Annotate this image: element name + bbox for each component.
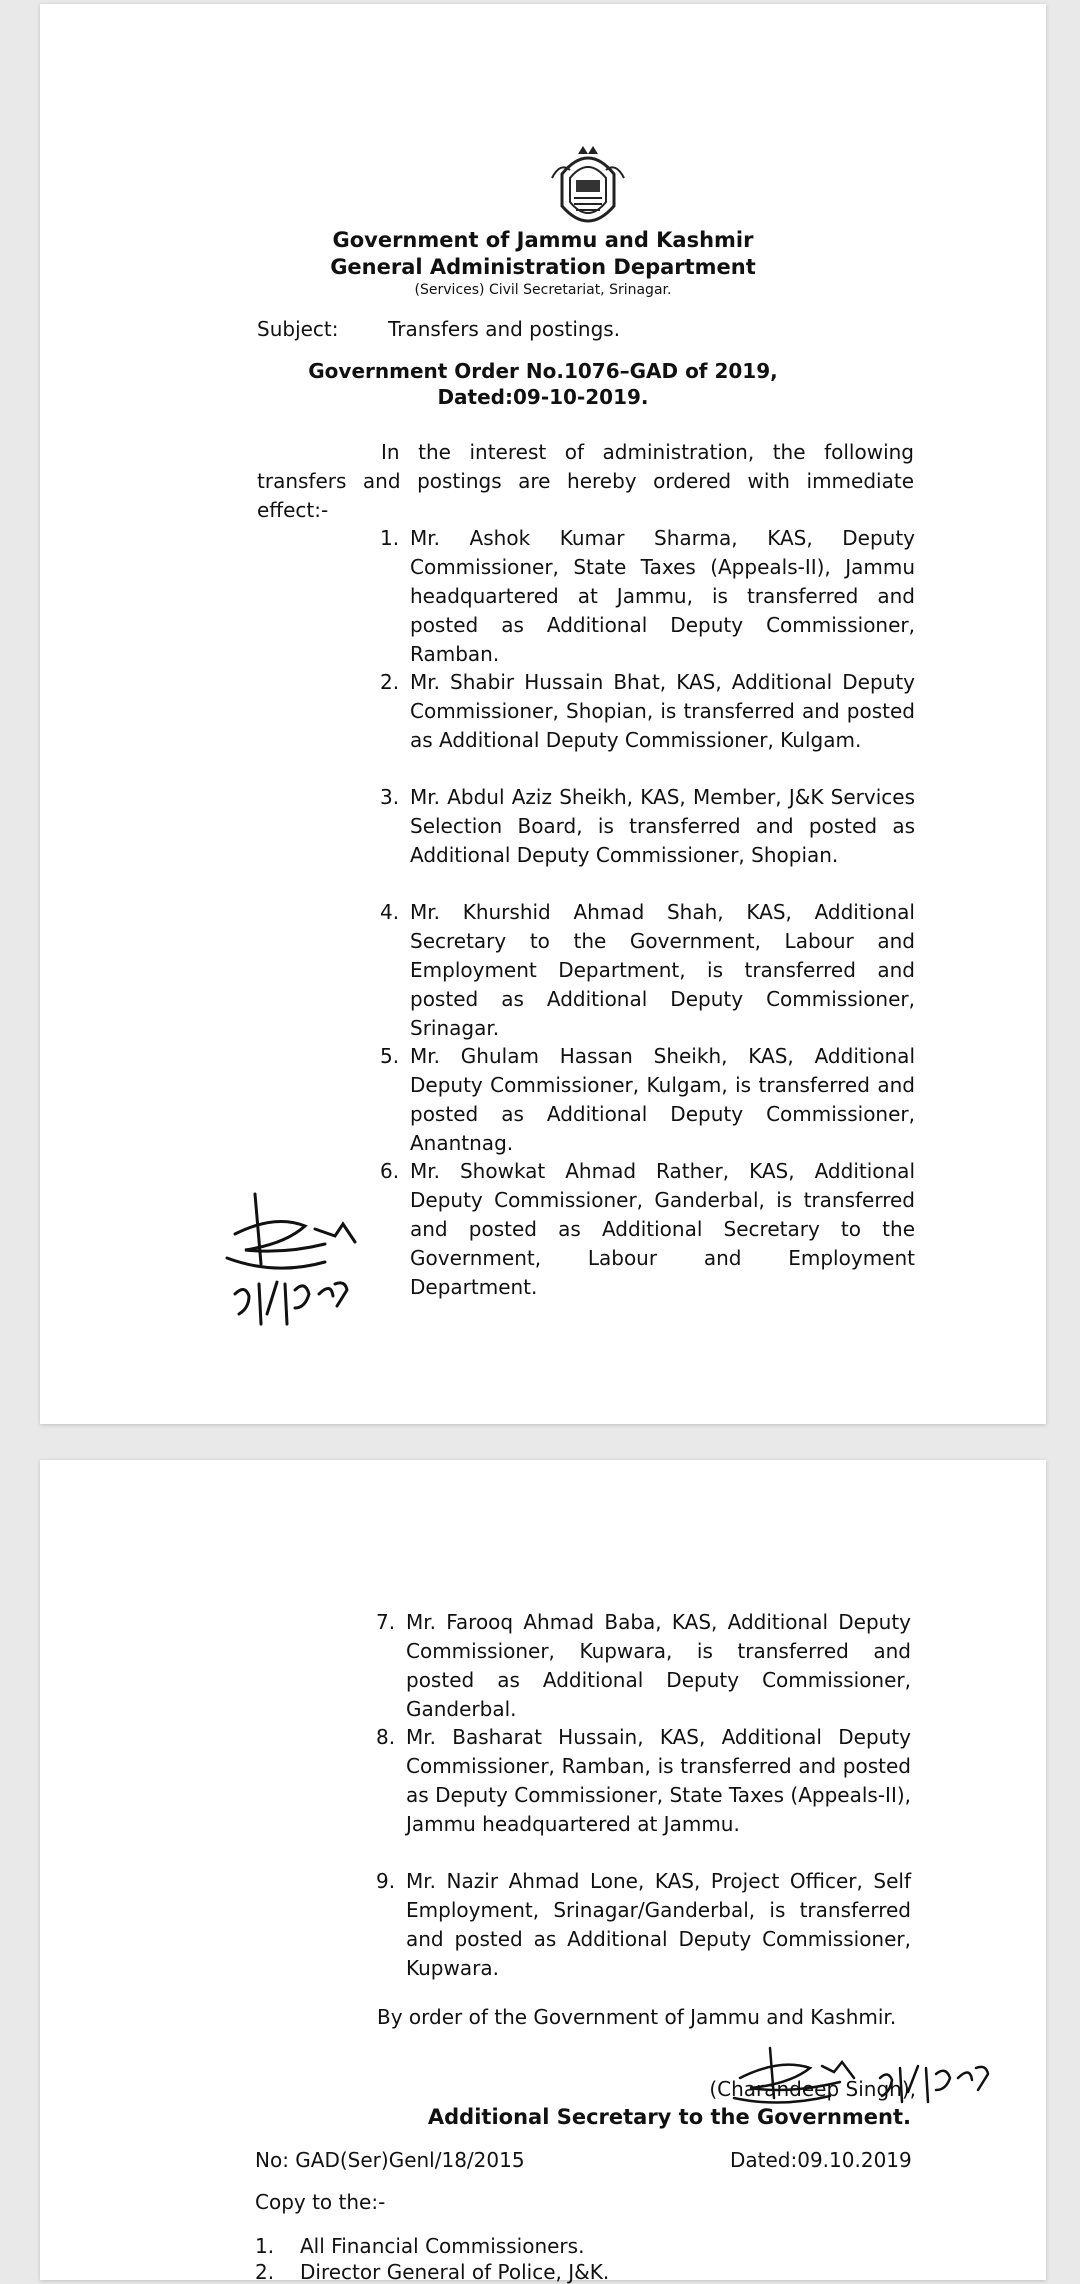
item-text: Mr. Khurshid Ahmad Shah, KAS, Additional Secretary to the Government, Labour and Employment Department, is transferred and posted as Additional Deputy Commissioner, Srinagar. xyxy=(410,900,915,1040)
item-number: 2. xyxy=(380,670,400,694)
item-number: 4. xyxy=(380,900,400,924)
office-address: (Services) Civil Secretariat, Srinagar. xyxy=(414,282,672,298)
item-number: 1. xyxy=(380,526,400,550)
order-date: Dated:09-10-2019. xyxy=(437,385,649,409)
copy-item-text: Director General of Police, J&K. xyxy=(300,2260,610,2284)
handwritten-signature xyxy=(215,1184,445,1334)
item-number: 8. xyxy=(376,1725,396,1749)
subject-label: Subject: xyxy=(257,317,339,341)
signer-title: Additional Secretary to the Government. xyxy=(427,2105,911,2129)
subject-text: Transfers and postings. xyxy=(388,317,621,341)
copy-item-text: All Financial Commissioners. xyxy=(300,2234,585,2258)
copy-list-item xyxy=(255,2234,584,2258)
order-number: Government Order No.1076–GAD of 2019, xyxy=(308,359,778,383)
item-text: Mr. Shabir Hussain Bhat, KAS, Additional Deputy Commissioner, Shopian, is transferred and posted as Additional Deputy Commissioner, Kulgam. xyxy=(410,670,915,752)
item-text: Mr. Basharat Hussain, KAS, Additional Deputy Commissioner, Ramban, is transferred and posted as Deputy Commissioner, State Taxes (Appeals-II), Jammu headquartered at Jammu. xyxy=(406,1725,911,1836)
item-number: 5. xyxy=(380,1044,400,1068)
copy-to-label: Copy to the:- xyxy=(255,2190,386,2214)
page-1 xyxy=(40,4,1046,1424)
item-number: 3. xyxy=(380,785,400,809)
copy-item-number: 1. xyxy=(255,2234,275,2258)
intro-paragraph: In the interest of administration, the following transfers and postings are hereby ordered with immediate effect:- xyxy=(257,440,914,522)
reference-number: No: GAD(Ser)Genl/18/2015 xyxy=(255,2148,525,2172)
by-order-line: By order of the Government of Jammu and Kashmir. xyxy=(377,2005,897,2029)
copy-list-item xyxy=(255,2260,609,2284)
item-text: Mr. Ghulam Hassan Sheikh, KAS, Additional Deputy Commissioner, Kulgam, is transferred and posted as Additional Deputy Commissioner, Anantnag. xyxy=(410,1044,915,1155)
government-title: Government of Jammu and Kashmir xyxy=(332,228,754,252)
reference-date: Dated:09.10.2019 xyxy=(730,2148,912,2172)
item-number: 6. xyxy=(380,1159,400,1183)
state-emblem-icon xyxy=(548,144,628,240)
page-2 xyxy=(40,1460,1046,2284)
item-text: Mr. Farooq Ahmad Baba, KAS, Additional Deputy Commissioner, Kupwara, is transferred and posted as Additional Deputy Commissioner, Ganderbal. xyxy=(406,1610,911,1721)
copy-item-number: 2. xyxy=(255,2260,275,2284)
item-text: Mr. Showkat Ahmad Rather, KAS, Additional Deputy Commissioner, Ganderbal, is transferred and posted as Additional Secretary to the Government, Labour and Employment Department. xyxy=(410,1159,915,1299)
item-text: Mr. Ashok Kumar Sharma, KAS, Deputy Commissioner, State Taxes (Appeals-II), Jammu headquartered at Jammu, is transferred and posted as Additional Deputy Commissioner, Ramban. xyxy=(410,526,915,666)
item-text: Mr. Abdul Aziz Sheikh, KAS, Member, J&K Services Selection Board, is transferred and posted as Additional Deputy Commissioner, Shopian. xyxy=(410,785,915,867)
department-title: General Administration Department xyxy=(330,255,756,279)
item-number: 9. xyxy=(376,1869,396,1893)
signer-name: (Charandeep Singh), xyxy=(709,2077,916,2101)
item-text: Mr. Nazir Ahmad Lone, KAS, Project Officer, Self Employment, Srinagar/Ganderbal, is transferred and posted as Additional Deputy Commissioner, Kupwara. xyxy=(406,1869,911,1980)
item-number: 7. xyxy=(376,1610,396,1634)
